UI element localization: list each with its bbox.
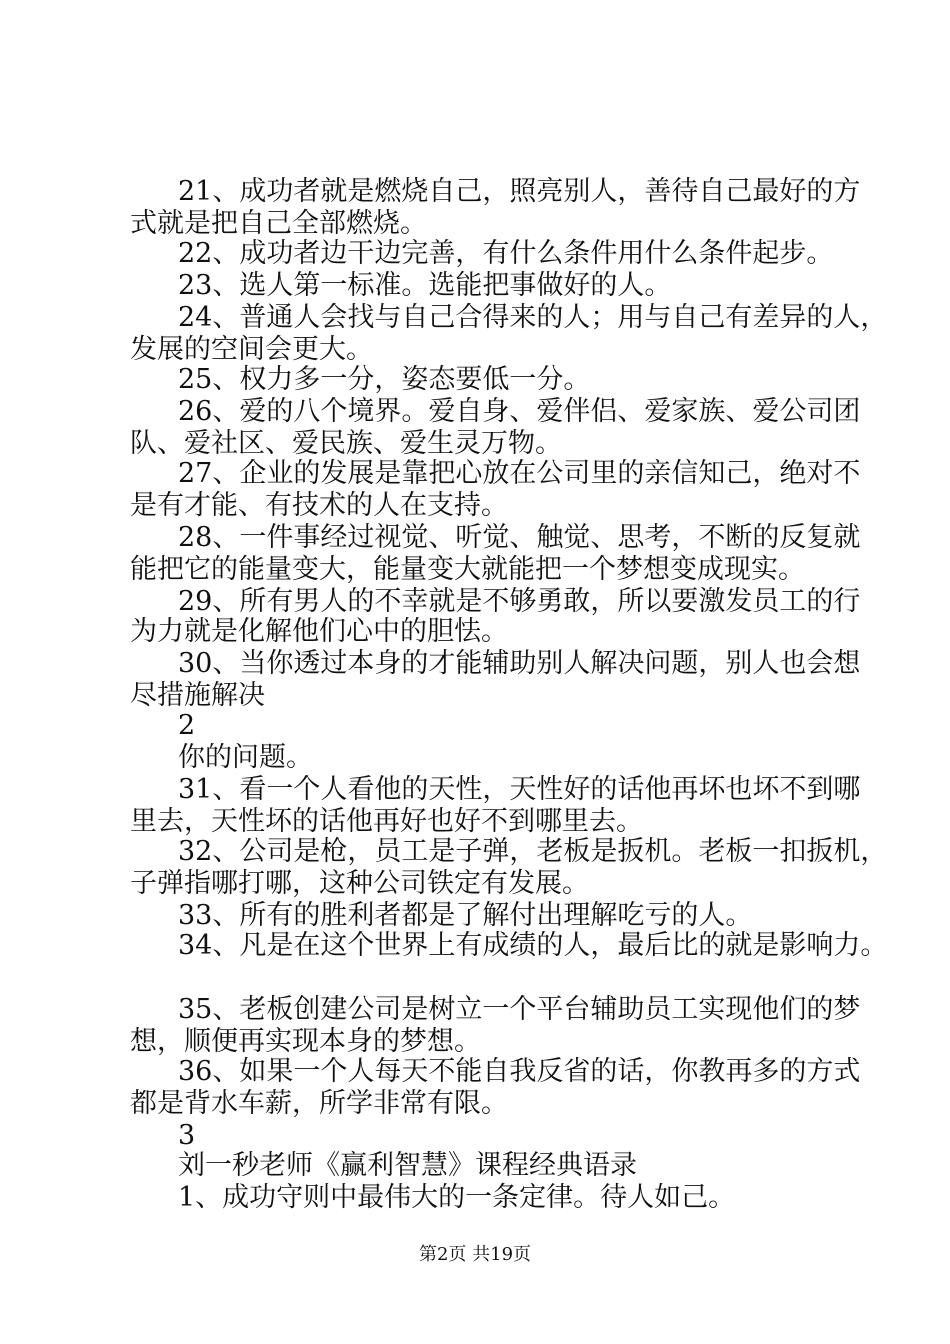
text-line: 33、所有的胜利者都是了解付出理解吃亏的人。 xyxy=(178,900,753,931)
page-number-marker: 2 xyxy=(178,710,196,741)
text-line: 你的问题。 xyxy=(178,742,313,773)
text-line: 子弹指哪打哪，这种公司铁定有发展。 xyxy=(130,868,589,899)
text-line: 21、成功者就是燃烧自己，照亮别人，善待自己最好的方 xyxy=(178,176,861,207)
text-line: 尽措施解决 xyxy=(130,680,265,711)
text-line: 都是背水车薪，所学非常有限。 xyxy=(130,1088,508,1119)
text-line: 26、爱的八个境界。爱自身、爱伴侣、爱家族、爱公司团 xyxy=(178,396,861,427)
text-line: 34、凡是在这个世界上有成绩的人，最后比的就是影响力。 xyxy=(178,930,888,961)
text-line: 24、普通人会找与自己合得来的人；用与自己有差异的人， xyxy=(178,302,888,333)
text-line: 28、一件事经过视觉、听觉、触觉、思考，不断的反复就 xyxy=(178,522,861,553)
text-line: 23、选人第一标准。选能把事做好的人。 xyxy=(178,270,672,301)
text-line: 是有才能、有技术的人在支持。 xyxy=(130,490,508,521)
text-line: 30、当你透过本身的才能辅助别人解决问题，别人也会想 xyxy=(178,648,861,679)
text-line: 25、权力多一分，姿态要低一分。 xyxy=(178,364,591,395)
text-line: 为力就是化解他们心中的胆怯。 xyxy=(130,616,508,647)
section-heading: 刘一秒老师《赢利智慧》课程经典语录 xyxy=(178,1150,637,1181)
page-number-marker: 3 xyxy=(178,1120,196,1151)
text-line: 队、爱社区、爱民族、爱生灵万物。 xyxy=(130,428,562,459)
text-line: 22、成功者边干边完善，有什么条件用什么条件起步。 xyxy=(178,238,834,269)
text-line: 1、成功守则中最伟大的一条定律。待人如己。 xyxy=(178,1182,736,1213)
text-line: 32、公司是枪，员工是子弹，老板是扳机。老板一扣扳机， xyxy=(178,836,888,867)
text-line: 想，顺便再实现本身的梦想。 xyxy=(130,1026,481,1057)
text-line: 发展的空间会更大。 xyxy=(130,334,373,365)
text-line: 式就是把自己全部燃烧。 xyxy=(130,208,427,239)
text-line: 29、所有男人的不幸就是不够勇敢，所以要激发员工的行 xyxy=(178,586,861,617)
text-line: 31、看一个人看他的天性，天性好的话他再坏也坏不到哪 xyxy=(178,774,861,805)
text-line: 里去，天性坏的话他再好也好不到哪里去。 xyxy=(130,806,643,837)
text-line: 35、老板创建公司是树立一个平台辅助员工实现他们的梦 xyxy=(178,994,861,1025)
text-line: 能把它的能量变大，能量变大就能把一个梦想变成现实。 xyxy=(130,554,805,585)
page-footer: 第2页 共19页 xyxy=(418,1244,532,1265)
text-line: 36、如果一个人每天不能自我反省的话，你教再多的方式 xyxy=(178,1056,861,1087)
text-line: 27、企业的发展是靠把心放在公司里的亲信知己，绝对不 xyxy=(178,458,861,489)
